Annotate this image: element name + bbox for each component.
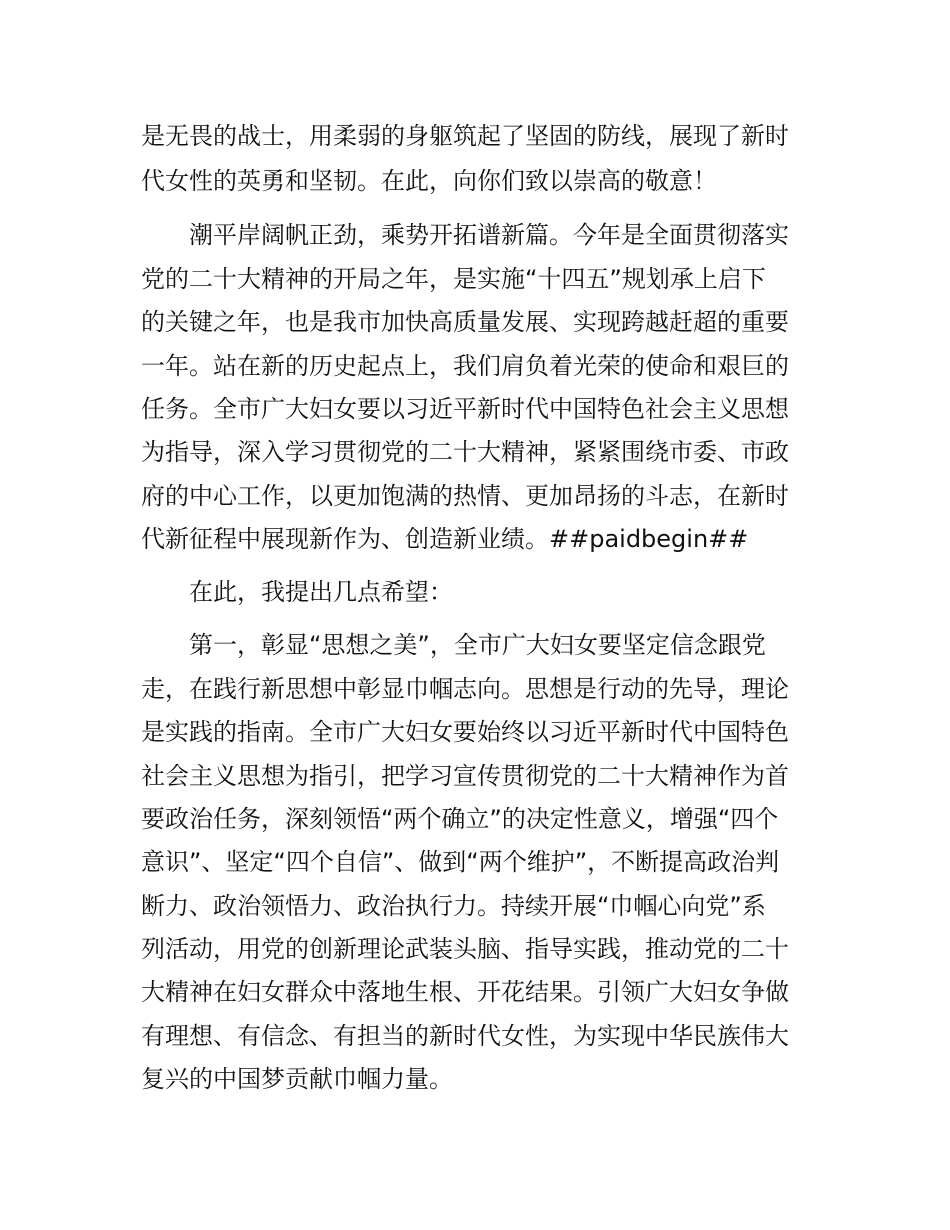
paragraph-first-line: 潮平岸阔帆正劲，乘势开拓谱新篇。今年是全面贯彻落实 [189, 221, 789, 249]
paragraph-first-line: 在此，我提出几点希望： [189, 578, 453, 606]
text-line: 的关键之年，也是我市加快高质量发展、实现跨越赶超的重要 [141, 308, 789, 336]
text-line: 要政治任务，深刻领悟“两个确立”的决定性意义，增强“四个 [141, 805, 779, 833]
text-line: 为指导，深入学习贯彻党的二十大精神，紧紧围绕市委、市政 [141, 438, 789, 466]
text-line: 列活动，用党的创新理论武装头脑、指导实践，推动党的二十 [141, 935, 789, 963]
text-line: 代新征程中展现新作为、创造新业绩。##paidbegin## [141, 525, 749, 553]
text-line: 是实践的指南。全市广大妇女要始终以习近平新时代中国特色 [141, 718, 789, 746]
text-line: 一年。站在新的历史起点上，我们肩负着光荣的使命和艰巨的 [141, 352, 789, 380]
text-line: 复兴的中国梦贡献巾帼力量。 [141, 1065, 453, 1093]
text-line: 党的二十大精神的开局之年，是实施“十四五”规划承上启下 [141, 265, 766, 293]
text-line: 府的中心工作，以更加饱满的热情、更加昂扬的斗志，在新时 [141, 482, 789, 510]
text-line: 意识”、坚定“四个自信”、做到“两个维护”，不断提高政治判 [141, 848, 780, 876]
text-line: 代女性的英勇和坚韧。在此，向你们致以崇高的敬意！ [141, 167, 717, 195]
text-line: 是无畏的战士，用柔弱的身躯筑起了坚固的防线，展现了新时 [141, 122, 789, 150]
text-line: 走，在践行新思想中彰显巾帼志向。思想是行动的先导，理论 [141, 675, 789, 703]
text-line: 社会主义思想为指引，把学习宣传贯彻党的二十大精神作为首 [141, 762, 789, 790]
text-line: 有理想、有信念、有担当的新时代女性，为实现中华民族伟大 [141, 1022, 789, 1050]
text-line: 断力、政治领悟力、政治执行力。持续开展“巾帼心向党”系 [141, 892, 766, 920]
text-line: 大精神在妇女群众中落地生根、开花结果。引领广大妇女争做 [141, 978, 789, 1006]
paragraph-first-line: 第一，彰显“思想之美”，全市广大妇女要坚定信念跟党 [189, 631, 766, 659]
text-line: 任务。全市广大妇女要以习近平新时代中国特色社会主义思想 [141, 395, 789, 423]
